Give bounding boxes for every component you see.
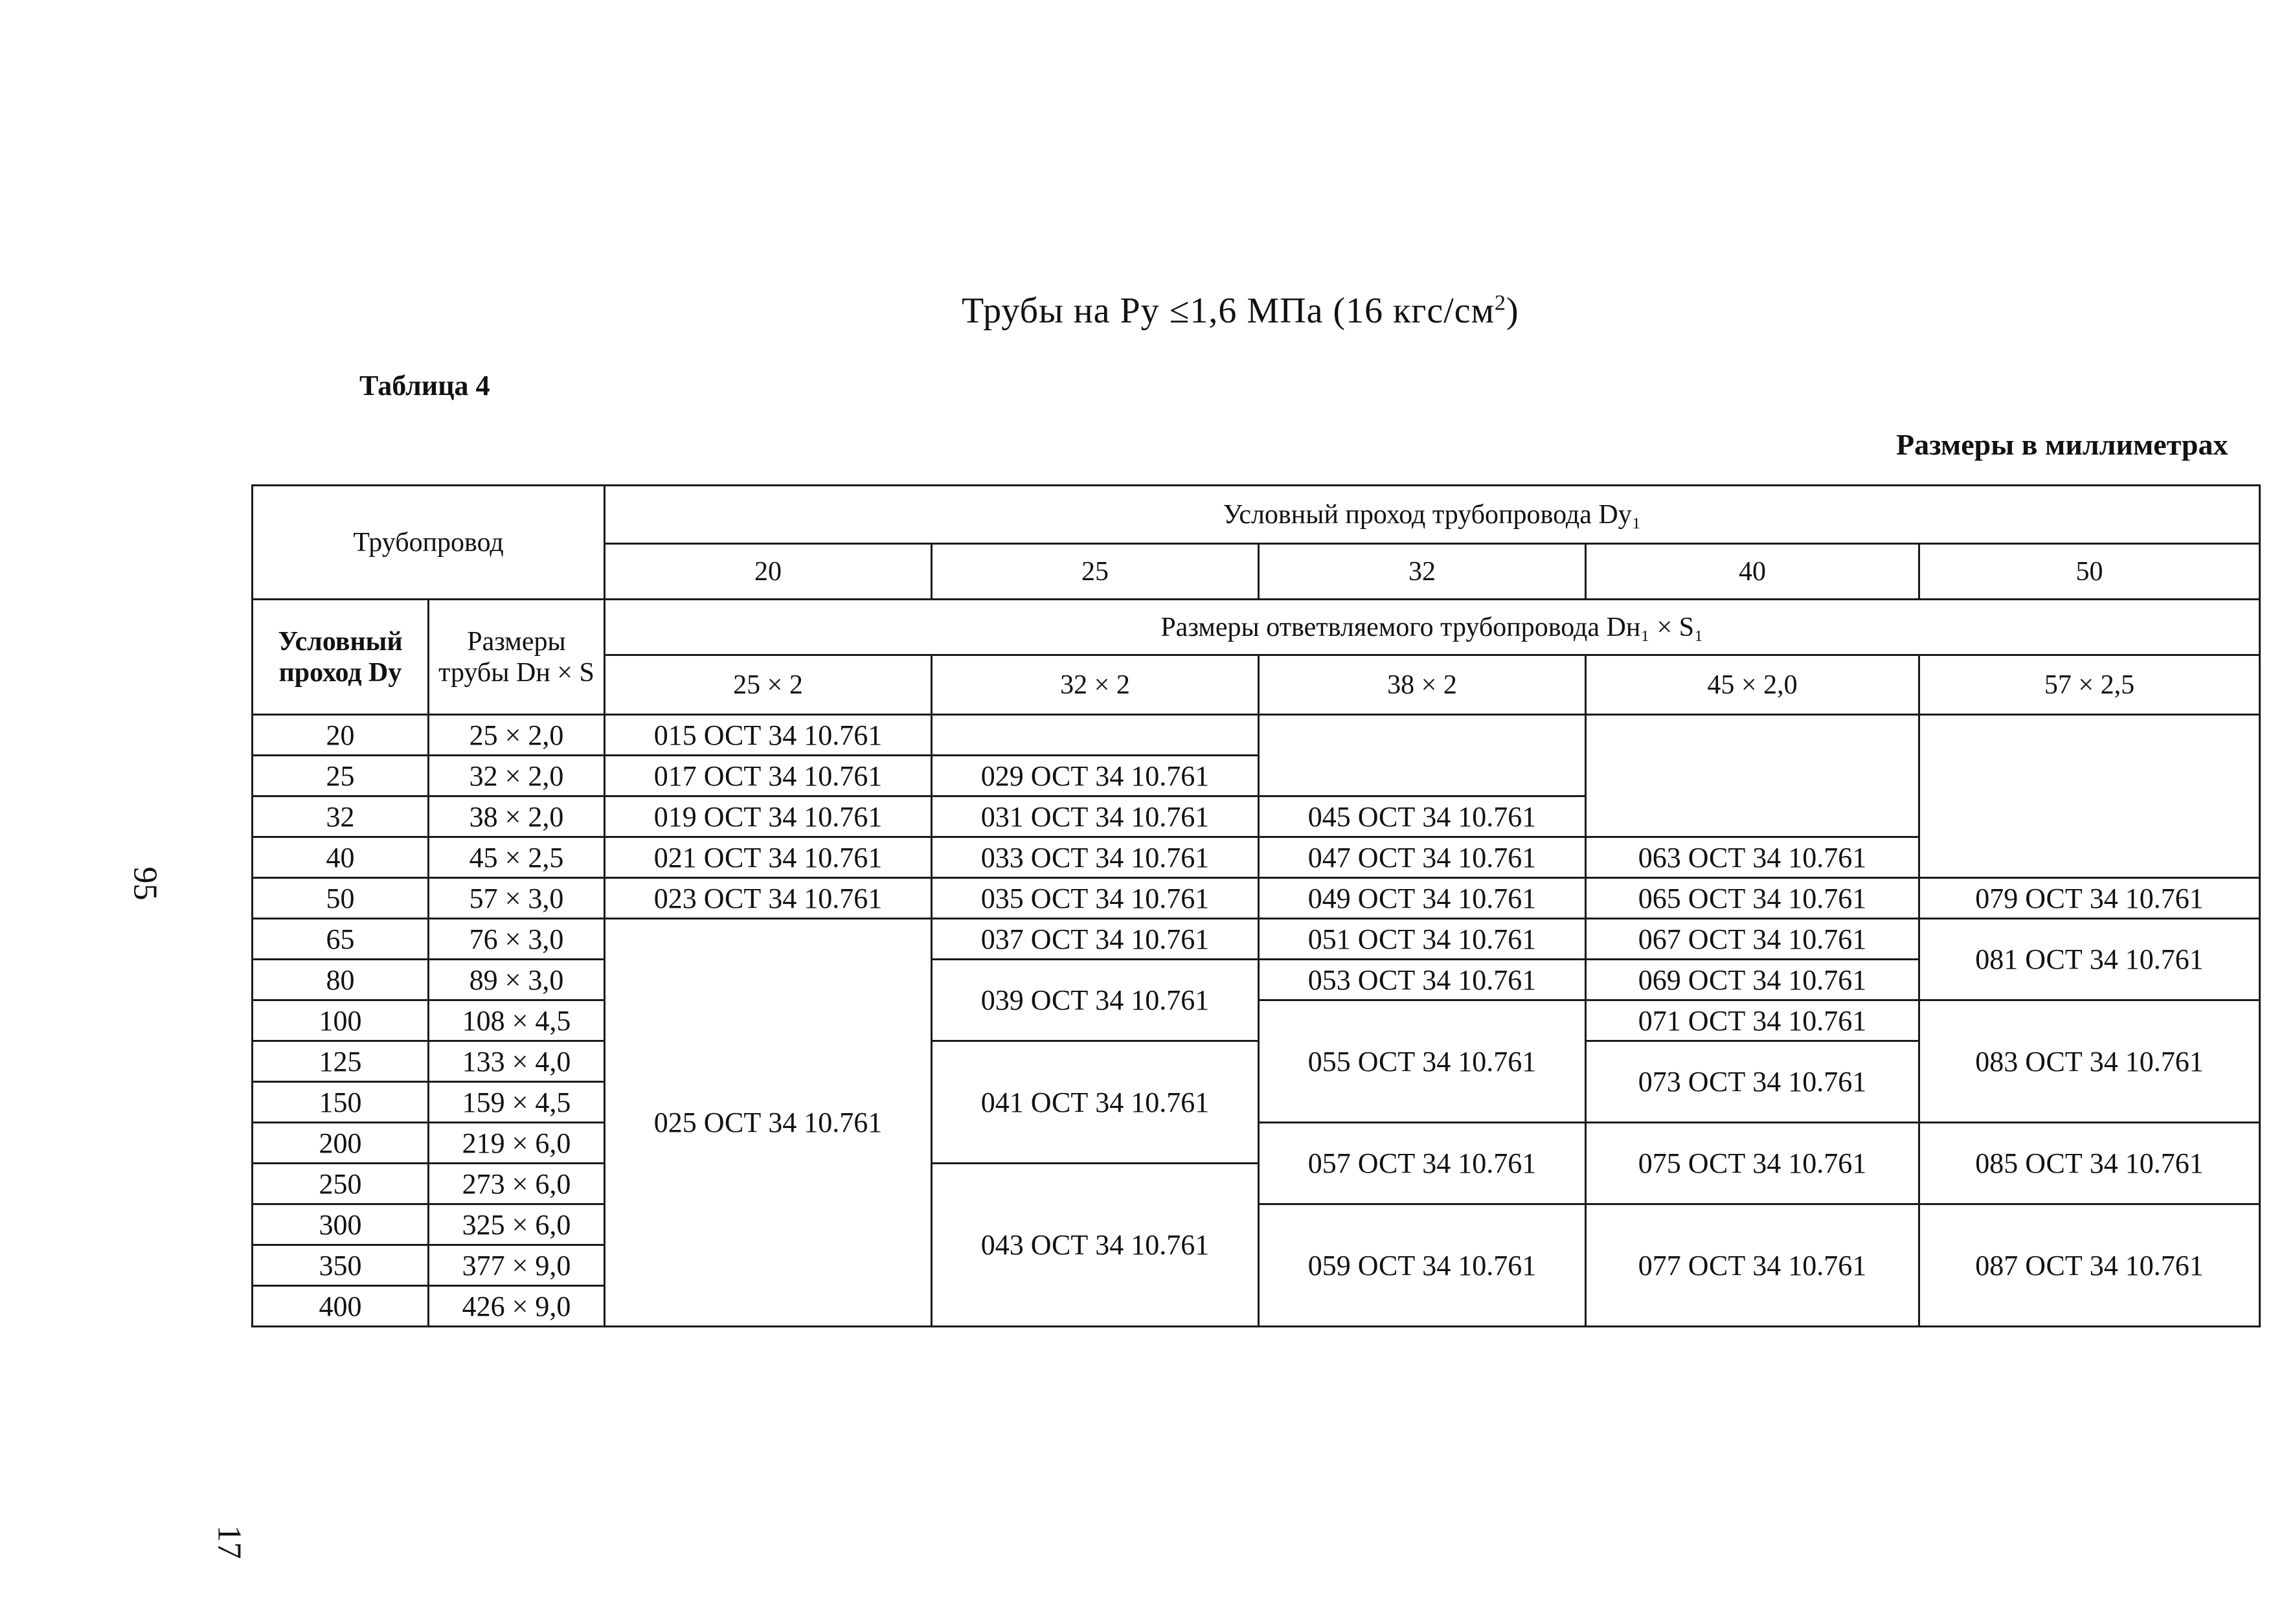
empty-cell [932, 715, 1259, 756]
code-cell: 041 ОСТ 34 10.761 [932, 1041, 1259, 1164]
code-cell: 059 ОСТ 34 10.761 [1259, 1204, 1586, 1327]
code-cell: 021 ОСТ 34 10.761 [605, 837, 932, 878]
table-row [253, 878, 2260, 919]
code-cell: 045 ОСТ 34 10.761 [1259, 796, 1586, 837]
code-cell: 075 ОСТ 34 10.761 [1586, 1123, 1919, 1204]
code-cell: 071 ОСТ 34 10.761 [1586, 1000, 1919, 1041]
code-cell: 017 ОСТ 34 10.761 [605, 756, 932, 796]
row-dy: 125 [253, 1041, 429, 1082]
row-dy: 50 [253, 878, 429, 919]
code-cell: 023 ОСТ 34 10.761 [605, 878, 932, 919]
row-dy: 20 [253, 715, 429, 756]
table-label: Таблица 4 [359, 370, 490, 401]
row-size: 219 × 6,0 [429, 1123, 605, 1164]
row-size: 159 × 4,5 [429, 1082, 605, 1123]
row-size: 426 × 9,0 [429, 1286, 605, 1327]
code-cell: 065 ОСТ 34 10.761 [1586, 878, 1919, 919]
code-cell: 031 ОСТ 34 10.761 [932, 796, 1259, 837]
code-cell: 033 ОСТ 34 10.761 [932, 837, 1259, 878]
branch-dy-header: 40 [1586, 544, 1919, 600]
branch-size-cell: 32 × 2 [932, 655, 1259, 715]
code-cell: 029 ОСТ 34 10.761 [932, 756, 1259, 796]
col-dy-header: Условный проход Dy [253, 600, 429, 715]
row-size: 57 × 3,0 [429, 878, 605, 919]
branch-dy-header: 25 [932, 544, 1259, 600]
branch-size-cell: 38 × 2 [1259, 655, 1586, 715]
row-dy: 250 [253, 1164, 429, 1204]
code-cell: 085 ОСТ 34 10.761 [1919, 1123, 2260, 1204]
branch-size-header: Размеры ответвляемого трубопровода Dн₁ × S₁ [605, 600, 2260, 655]
branch-dy-header: 20 [605, 544, 932, 600]
code-cell: 019 ОСТ 34 10.761 [605, 796, 932, 837]
row-size: 25 × 2,0 [429, 715, 605, 756]
row-size: 32 × 2,0 [429, 756, 605, 796]
code-cell: 047 ОСТ 34 10.761 [1259, 837, 1586, 878]
row-size: 133 × 4,0 [429, 1041, 605, 1082]
code-cell: 055 ОСТ 34 10.761 [1259, 1000, 1586, 1123]
row-dy: 25 [253, 756, 429, 796]
row-dy: 65 [253, 919, 429, 960]
empty-cell [1259, 715, 1586, 796]
code-cell: 083 ОСТ 34 10.761 [1919, 1000, 2260, 1123]
table-row [253, 715, 2260, 756]
branch-size-cell: 57 × 2,5 [1919, 655, 2260, 715]
code-cell: 087 ОСТ 34 10.761 [1919, 1204, 2260, 1327]
row-dy: 400 [253, 1286, 429, 1327]
empty-cell [1919, 715, 2260, 878]
code-cell: 037 ОСТ 34 10.761 [932, 919, 1259, 960]
nominal-bore-header: Условный проход трубопровода Dy₁ [605, 486, 2260, 544]
code-cell: 053 ОСТ 34 10.761 [1259, 960, 1586, 1000]
branch-dy-header: 50 [1919, 544, 2260, 600]
page-title-superscript: 2 [1495, 291, 1507, 315]
row-size: 325 × 6,0 [429, 1204, 605, 1245]
pipeline-header: Трубопровод [253, 486, 605, 600]
row-size: 377 × 9,0 [429, 1245, 605, 1286]
code-cell: 057 ОСТ 34 10.761 [1259, 1123, 1586, 1204]
margin-page-number: 95 [126, 866, 164, 901]
code-cell: 069 ОСТ 34 10.761 [1586, 960, 1919, 1000]
code-cell: 077 ОСТ 34 10.761 [1586, 1204, 1919, 1327]
table-row [253, 919, 2260, 960]
code-cell: 067 ОСТ 34 10.761 [1586, 919, 1919, 960]
branch-size-cell: 25 × 2 [605, 655, 932, 715]
units-note: Размеры в миллиметрах [1896, 428, 2228, 461]
row-dy: 40 [253, 837, 429, 878]
row-size: 273 × 6,0 [429, 1164, 605, 1204]
code-cell: 015 ОСТ 34 10.761 [605, 715, 932, 756]
page-title-text: Трубы на Ру ≤1,6 МПа (16 кгс/см [962, 291, 1495, 331]
code-cell: 043 ОСТ 34 10.761 [932, 1164, 1259, 1327]
pipe-spec-table [251, 484, 2261, 1327]
empty-cell [1586, 715, 1919, 837]
col-size-header: Размеры трубы Dн × S [429, 600, 605, 715]
code-cell: 081 ОСТ 34 10.761 [1919, 919, 2260, 1000]
branch-dy-header: 32 [1259, 544, 1586, 600]
code-cell: 025 ОСТ 34 10.761 [605, 919, 932, 1327]
margin-page-number: 17 [210, 1525, 248, 1559]
page-title [962, 290, 1519, 332]
code-cell: 049 ОСТ 34 10.761 [1259, 878, 1586, 919]
code-cell: 035 ОСТ 34 10.761 [932, 878, 1259, 919]
row-size: 38 × 2,0 [429, 796, 605, 837]
code-cell: 039 ОСТ 34 10.761 [932, 960, 1259, 1041]
code-cell: 063 ОСТ 34 10.761 [1586, 837, 1919, 878]
branch-size-cell: 45 × 2,0 [1586, 655, 1919, 715]
page-title-end: ) [1506, 291, 1519, 331]
code-cell: 073 ОСТ 34 10.761 [1586, 1041, 1919, 1123]
code-cell: 079 ОСТ 34 10.761 [1919, 878, 2260, 919]
row-size: 89 × 3,0 [429, 960, 605, 1000]
row-dy: 150 [253, 1082, 429, 1123]
code-cell: 051 ОСТ 34 10.761 [1259, 919, 1586, 960]
row-dy: 80 [253, 960, 429, 1000]
row-dy: 200 [253, 1123, 429, 1164]
row-dy: 100 [253, 1000, 429, 1041]
row-size: 45 × 2,5 [429, 837, 605, 878]
row-dy: 300 [253, 1204, 429, 1245]
row-size: 76 × 3,0 [429, 919, 605, 960]
row-size: 108 × 4,5 [429, 1000, 605, 1041]
row-dy: 32 [253, 796, 429, 837]
row-dy: 350 [253, 1245, 429, 1286]
